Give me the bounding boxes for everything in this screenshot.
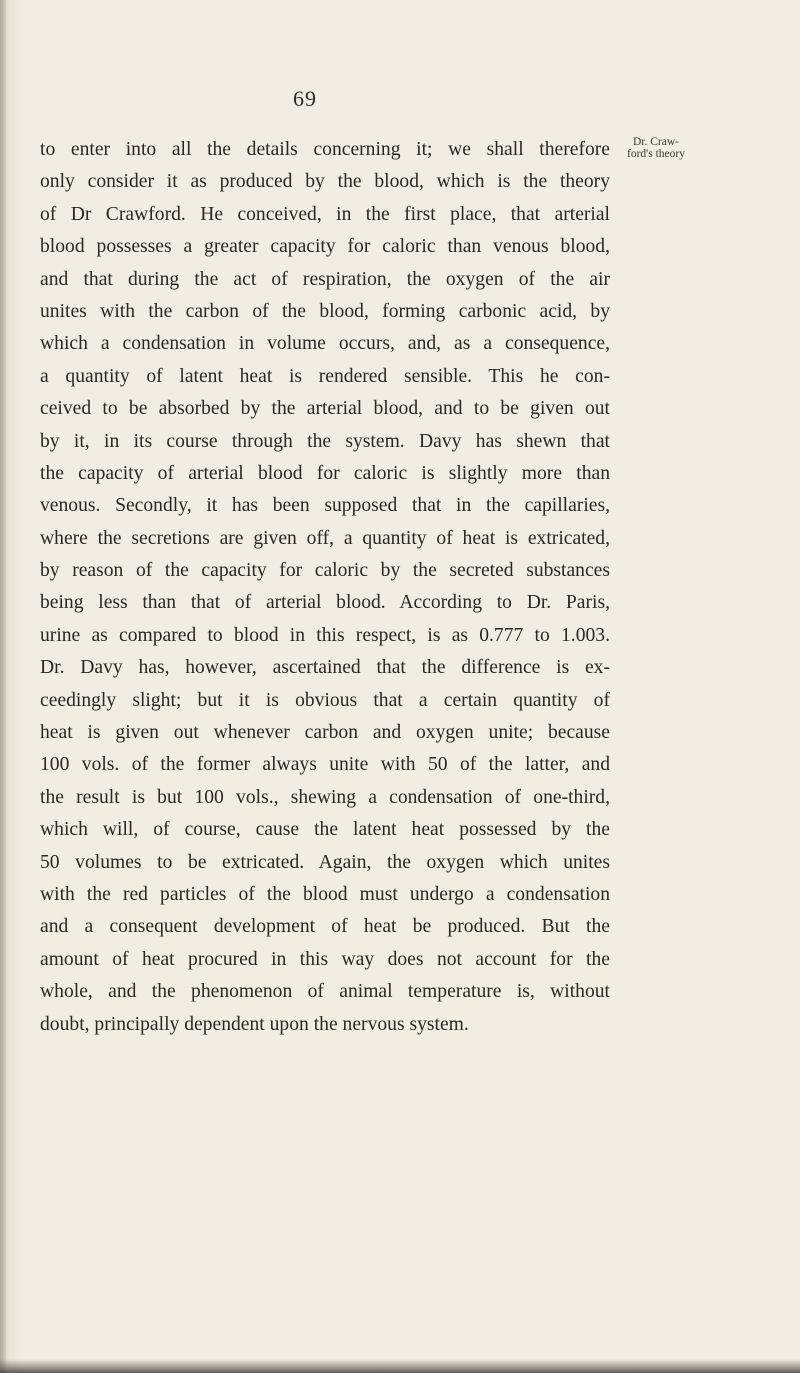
text-line: and a consequent development of heat be produced. But the (40, 916, 610, 938)
text-line: being less than that of arterial blood. According to Dr. Paris, (40, 592, 610, 614)
text-line: the capacity of arterial blood for caloric is slightly more than (40, 462, 610, 484)
text-line: urine as compared to blood in this respect, is as 0.777 to 1.003. (40, 624, 610, 646)
text-line: 100 vols. of the former always unite with 50 of the latter, and (40, 754, 610, 776)
text-line: doubt, principally dependent upon the nervous system. (40, 1013, 469, 1035)
text-line: a quantity of latent heat is rendered sensible. This he con- (40, 365, 610, 387)
text-line: which a condensation in volume occurs, and, as a consequence, (40, 333, 610, 355)
text-line: unites with the carbon of the blood, forming carbonic acid, by (40, 300, 610, 322)
text-line: venous. Secondly, it has been supposed that in the capillaries, (40, 495, 610, 517)
text-line: heat is given out whenever carbon and oxygen unite; because (40, 722, 610, 744)
text-line: only consider it as produced by the blood, which is the theory (40, 171, 610, 193)
body-text (40, 134, 610, 1041)
page-bottom-edge (0, 1359, 800, 1373)
text-line: where the secretions are given off, a quantity of heat is extricated, (40, 527, 610, 549)
page-gutter-edge (0, 0, 6, 1373)
text-line: ceived to be absorbed by the arterial blood, and to be given out (40, 398, 610, 420)
text-line: ceedingly slight; but it is obvious that a certain quantity of (40, 689, 610, 711)
text-line: the result is but 100 vols., shewing a condensation of one-third, (40, 786, 610, 808)
text-line: and that during the act of respiration, the oxygen of the air (40, 268, 610, 290)
margin-sidenote (616, 136, 696, 160)
text-line: blood possesses a greater capacity for caloric than venous blood, (40, 236, 610, 258)
page-number: 69 (293, 86, 317, 111)
text-line: by reason of the capacity for caloric by the secreted substances (40, 560, 610, 582)
sidenote-line-2: ford's theory (627, 148, 685, 160)
text-line: 50 volumes to be extricated. Again, the oxygen which unites (40, 851, 610, 873)
text-line: to enter into all the details concerning it; we shall therefore (40, 139, 610, 160)
sidenote-line-1: Dr. Craw- (633, 136, 679, 148)
text-line: amount of heat procured in this way does not account for the (40, 948, 610, 970)
text-line: Dr. Davy has, however, ascertained that the difference is ex- (40, 657, 610, 679)
text-line: with the red particles of the blood must undergo a condensation (40, 883, 610, 905)
text-line: of Dr Crawford. He conceived, in the first place, that arterial (40, 203, 610, 225)
text-line: which will, of course, cause the latent heat possessed by the (40, 819, 610, 841)
text-line: by it, in its course through the system. Davy has shewn that (40, 430, 610, 452)
text-line: whole, and the phenomenon of animal temperature is, without (40, 981, 610, 1003)
